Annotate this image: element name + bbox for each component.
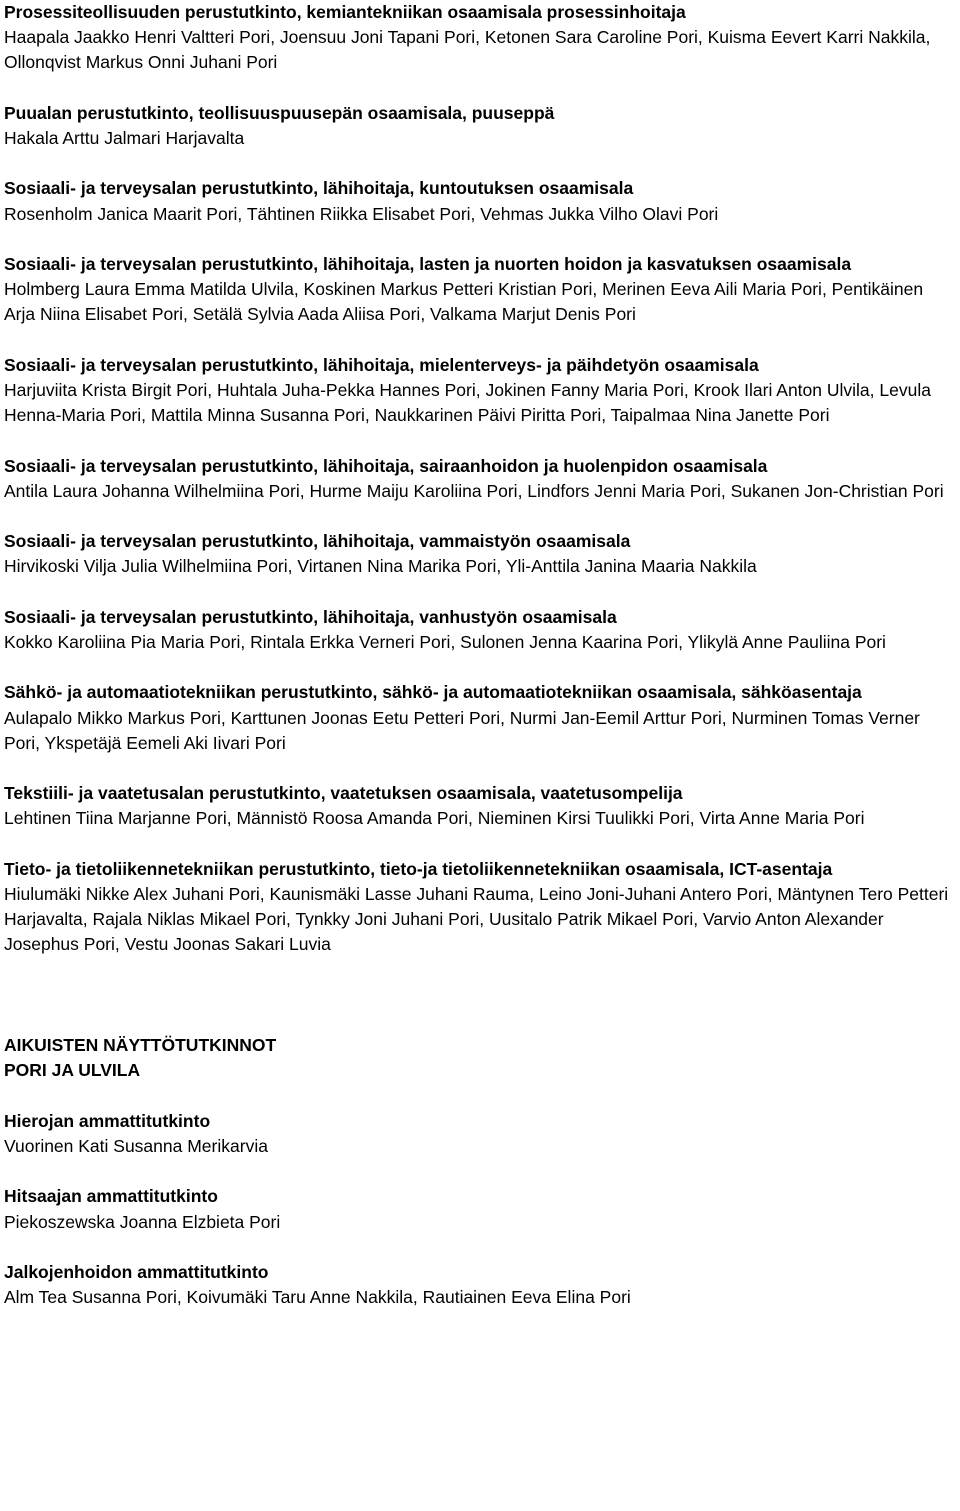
degree-heading: Sähkö- ja automaatiotekniikan perustutkinto, sähkö- ja automaatiotekniikan osaamisala, sähköasentaja — [4, 682, 862, 703]
section-header — [4, 1033, 956, 1083]
entry-sahko — [4, 680, 956, 756]
graduate-names: Alm Tea Susanna Pori, Koivumäki Taru Anne Nakkila, Rautiainen Eeva Elina Pori — [4, 1287, 631, 1308]
degree-heading: Prosessiteollisuuden perustutkinto, kemiantekniikan osaamisala prosessinhoitaja — [4, 2, 686, 22]
degree-heading: Jalkojenhoidon ammattitutkinto — [4, 1261, 269, 1282]
entry-hitsaaja — [4, 1184, 956, 1234]
graduate-names: Holmberg Laura Emma Matilda Ulvila, Koskinen Markus Petteri Kristian Pori, Merinen Eeva Aili Maria Pori, Pentikäinen Arja Niina Elisabet Pori, Setälä Sylvia Aada Aliisa Pori, Valkama Marjut Denis Pori — [4, 279, 924, 325]
entry-tieto — [4, 857, 956, 958]
degree-heading: Hitsaajan ammattitutkinto — [4, 1186, 218, 1207]
graduate-names: Lehtinen Tiina Marjanne Pori, Männistö Roosa Amanda Pori, Nieminen Kirsi Tuulikki Pori, Virta Anne Maria Pori — [4, 808, 865, 829]
graduate-names: Hakala Arttu Jalmari Harjavalta — [4, 128, 245, 148]
degree-heading: Hierojan ammattitutkinto — [4, 1110, 211, 1131]
graduate-names: Piekoszewska Joanna Elzbieta Pori — [4, 1211, 281, 1232]
graduate-names: Vuorinen Kati Susanna Merikarvia — [4, 1135, 268, 1156]
degree-heading: Sosiaali- ja terveysalan perustutkinto, lähihoitaja, mielenterveys- ja päihdetyön osaamisala — [4, 354, 759, 375]
entry-lasten-ja-nuorten — [4, 252, 956, 328]
degree-heading: Sosiaali- ja terveysalan perustutkinto, lähihoitaja, kuntoutuksen osaamisala — [4, 178, 634, 199]
entry-hieroja — [4, 1109, 956, 1159]
degree-heading: Sosiaali- ja terveysalan perustutkinto, lähihoitaja, lasten ja nuorten hoidon ja kasvatuksen osaamisala — [4, 253, 852, 274]
entry-mielenterveys — [4, 353, 956, 429]
graduate-names: Antila Laura Johanna Wilhelmiina Pori, Hurme Maiju Karoliina Pori, Lindfors Jenni Maria Pori, Sukanen Jon-Christian Pori — [4, 480, 944, 501]
graduate-names: Aulapalo Mikko Markus Pori, Karttunen Joonas Eetu Petteri Pori, Nurmi Jan-Eemil Arttur Pori, Nurminen Tomas Verner Pori, Ykspetäjä Eemeli Aki Iivari Pori — [4, 707, 920, 753]
section-subtitle: PORI JA ULVILA — [4, 1060, 141, 1081]
degree-heading: Tieto- ja tietoliikennetekniikan perustutkinto, tieto-ja tietoliikennetekniikan osaamisala, ICT-asentaja — [4, 858, 833, 879]
entry-vammaistyo — [4, 529, 956, 579]
entry-prosessiteollisuus — [4, 0, 956, 76]
entry-tekstiili — [4, 781, 956, 831]
degree-heading: Puualan perustutkinto, teollisuuspuusepän osaamisala, puuseppä — [4, 102, 555, 123]
degree-heading: Sosiaali- ja terveysalan perustutkinto, lähihoitaja, vanhustyön osaamisala — [4, 606, 617, 627]
section-title: AIKUISTEN NÄYTTÖTUTKINNOT — [4, 1035, 277, 1056]
degree-heading: Sosiaali- ja terveysalan perustutkinto, lähihoitaja, sairaanhoidon ja huolenpidon osaamisala — [4, 455, 768, 476]
graduate-names: Rosenholm Janica Maarit Pori, Tähtinen Riikka Elisabet Pori, Vehmas Jukka Vilho Olavi Pori — [4, 203, 719, 224]
graduate-names: Hiulumäki Nikke Alex Juhani Pori, Kaunismäki Lasse Juhani Rauma, Leino Joni-Juhani Antero Pori, Mäntynen Tero Petteri Harjavalta, Rajala Niklas Mikael Pori, Tynkky Joni Juhani Pori, Uusitalo Patrik Mikael Pori, Varvio Anton Alexander Josephus Pori, Vestu Joonas Sakari Luvia — [4, 883, 949, 955]
entry-sairaanhoito — [4, 454, 956, 504]
entry-puuala — [4, 101, 956, 151]
entry-vanhustyo — [4, 605, 956, 655]
graduate-names: Hirvikoski Vilja Julia Wilhelmiina Pori, Virtanen Nina Marika Pori, Yli-Anttila Janina Maaria Nakkila — [4, 556, 757, 577]
degree-heading: Sosiaali- ja terveysalan perustutkinto, lähihoitaja, vammaistyön osaamisala — [4, 531, 631, 552]
graduate-names: Harjuviita Krista Birgit Pori, Huhtala Juha-Pekka Hannes Pori, Jokinen Fanny Maria Pori, Krook Ilari Anton Ulvila, Levula Henna-Maria Pori, Mattila Minna Susanna Pori, Naukkarinen Päivi Piritta Pori, Taipalmaa Nina Janette Pori — [4, 379, 931, 426]
degree-heading: Tekstiili- ja vaatetusalan perustutkinto, vaatetuksen osaamisala, vaatetusompelija — [4, 783, 683, 804]
graduate-names: Haapala Jaakko Henri Valtteri Pori, Joensuu Joni Tapani Pori, Ketonen Sara Caroline Pori, Kuisma Eevert Karri Nakkila, Ollonqvist Markus Onni Juhani Pori — [4, 27, 931, 73]
entry-jalkojenhoito — [4, 1260, 956, 1310]
graduate-names: Kokko Karoliina Pia Maria Pori, Rintala Erkka Verneri Pori, Sulonen Jenna Kaarina Pori, Ylikylä Anne Pauliina Pori — [4, 631, 886, 652]
entry-kuntoutus — [4, 176, 956, 226]
